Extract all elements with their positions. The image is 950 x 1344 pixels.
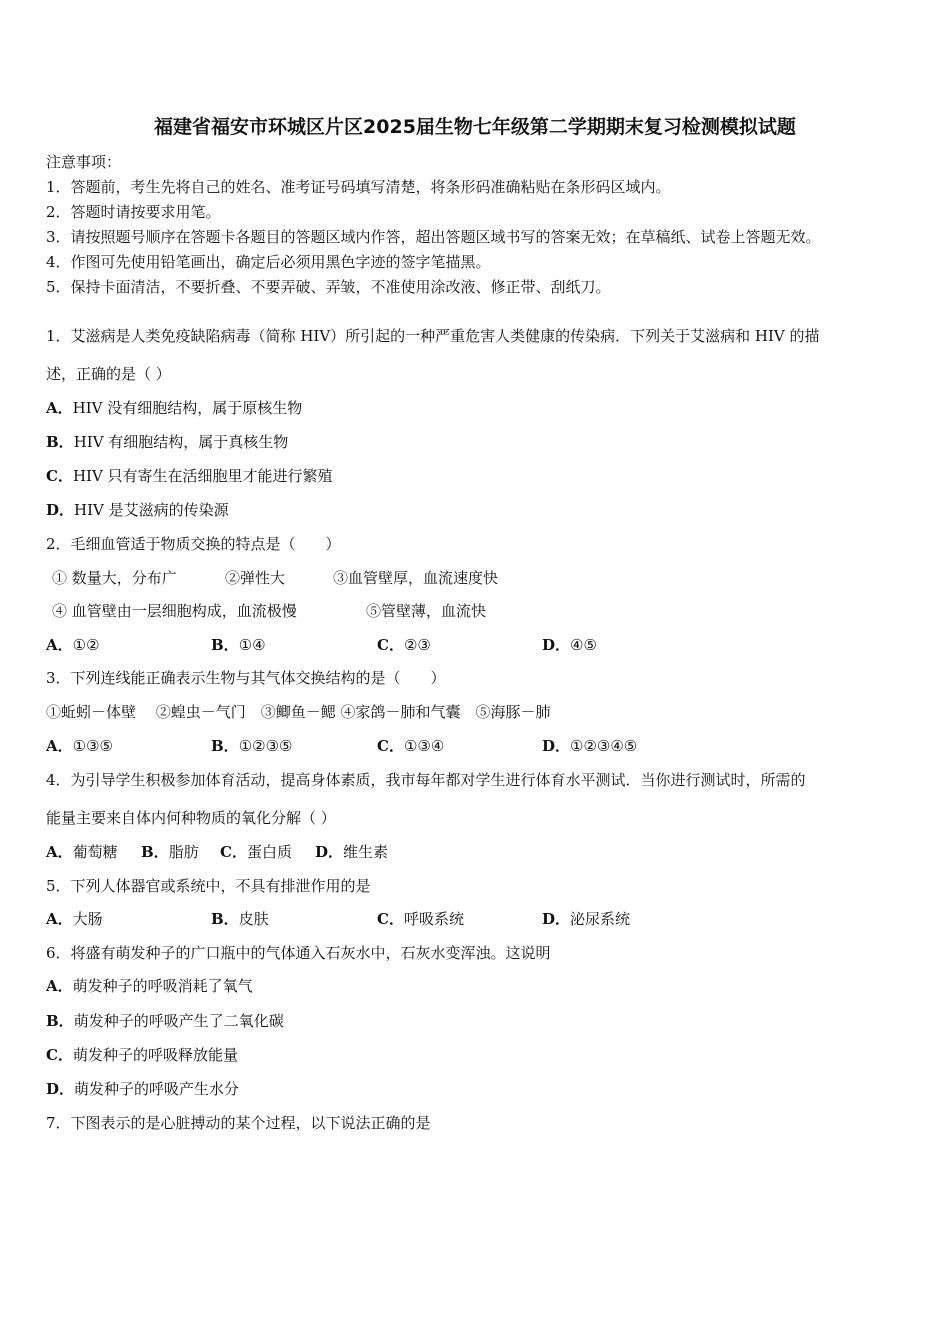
notice-item: 4．作图可先使用铅笔画出，确定后必须用黑色字迹的签字笔描黑。	[46, 253, 491, 271]
option-b[interactable]: B．①④	[211, 636, 266, 654]
option-c[interactable]: C．①③④	[377, 737, 445, 755]
question-stem-cont: 述，正确的是（ ）	[46, 365, 171, 383]
option-a[interactable]: A．葡萄糖	[46, 843, 118, 861]
statement-item: ④ 血管壁由一层细胞构成，血流极慢	[52, 602, 297, 620]
option-d[interactable]: D．①②③④⑤	[542, 737, 638, 755]
option-d[interactable]: D．泌尿系统	[542, 910, 631, 928]
question-stem: 4．为引导学生积极参加体育活动，提高身体素质，我市每年都对学生进行体育水平测试．当你进行测试时，所需的	[46, 771, 806, 789]
option-c[interactable]: C．蛋白质	[220, 843, 292, 861]
notice-item: 3．请按照题号顺序在答题卡各题目的答题区域内作答，超出答题区域书写的答案无效；在草稿纸、试卷上答题无效。	[46, 228, 821, 246]
statement-item: ① 数量大，分布广	[52, 569, 177, 587]
statement-item: ②弹性大	[225, 569, 286, 587]
option-d[interactable]: D．④⑤	[542, 636, 597, 654]
statement-item: ③血管壁厚，血流速度快	[333, 569, 499, 587]
option-c[interactable]: C．HIV 只有寄生在活细胞里才能进行繁殖	[46, 467, 333, 485]
option-c[interactable]: C．②③	[377, 636, 431, 654]
option-d[interactable]: D．HIV 是艾滋病的传染源	[46, 501, 229, 519]
option-d[interactable]: D．萌发种子的呼吸产生水分	[46, 1080, 240, 1098]
option-c[interactable]: C．萌发种子的呼吸释放能量	[46, 1046, 238, 1064]
question-stem: 6．将盛有萌发种子的广口瓶中的气体通入石灰水中，石灰水变浑浊。这说明	[46, 944, 551, 962]
option-b[interactable]: B．皮肤	[211, 910, 269, 928]
option-a[interactable]: A．HIV 没有细胞结构，属于原核生物	[46, 399, 303, 417]
question-stem-cont: 能量主要来自体内何种物质的氧化分解（ ）	[46, 809, 336, 827]
notice-heading: 注意事项：	[46, 153, 122, 171]
option-b[interactable]: B．萌发种子的呼吸产生了二氧化碳	[46, 1012, 284, 1030]
option-a[interactable]: A．①②	[46, 636, 100, 654]
option-a[interactable]: A．萌发种子的呼吸消耗了氧气	[46, 977, 253, 995]
notice-item: 5．保持卡面清洁，不要折叠、不要弄破、弄皱，不准使用涂改液、修正带、刮纸刀。	[46, 278, 611, 296]
notice-item: 1．答题前，考生先将自己的姓名、准考证号码填写清楚，将条形码准确粘贴在条形码区域内。	[46, 178, 671, 196]
statement-item: ⑤管壁薄，血流快	[366, 602, 487, 620]
option-a[interactable]: A．①③⑤	[46, 737, 113, 755]
option-c[interactable]: C．呼吸系统	[377, 910, 464, 928]
question-stem: 2．毛细血管适于物质交换的特点是（ ）	[46, 535, 341, 553]
page-title: 福建省福安市环城区片区2025届生物七年级第二学期期末复习检测模拟试题	[154, 116, 796, 138]
statement-line: ①蚯蚓－体壁 ②蝗虫－气门 ③鲫鱼－鳃 ④家鸽－肺和气囊 ⑤海豚－肺	[46, 703, 551, 721]
question-stem: 3．下列连线能正确表示生物与其气体交换结构的是（ ）	[46, 669, 446, 687]
question-stem: 5．下列人体器官或系统中，不具有排泄作用的是	[46, 877, 371, 895]
option-b[interactable]: B．脂肪	[141, 843, 199, 861]
notice-item: 2．答题时请按要求用笔。	[46, 203, 221, 221]
question-stem: 7．下图表示的是心脏搏动的某个过程，以下说法正确的是	[46, 1114, 431, 1132]
option-b[interactable]: B．①②③⑤	[211, 737, 293, 755]
option-b[interactable]: B．HIV 有细胞结构，属于真核生物	[46, 433, 289, 451]
option-d[interactable]: D．维生素	[315, 843, 389, 861]
option-a[interactable]: A．大肠	[46, 910, 103, 928]
question-stem: 1．艾滋病是人类免疫缺陷病毒（简称 HIV）所引起的一种严重危害人类健康的传染病．下列关于艾滋病和 HIV 的描	[46, 327, 820, 345]
